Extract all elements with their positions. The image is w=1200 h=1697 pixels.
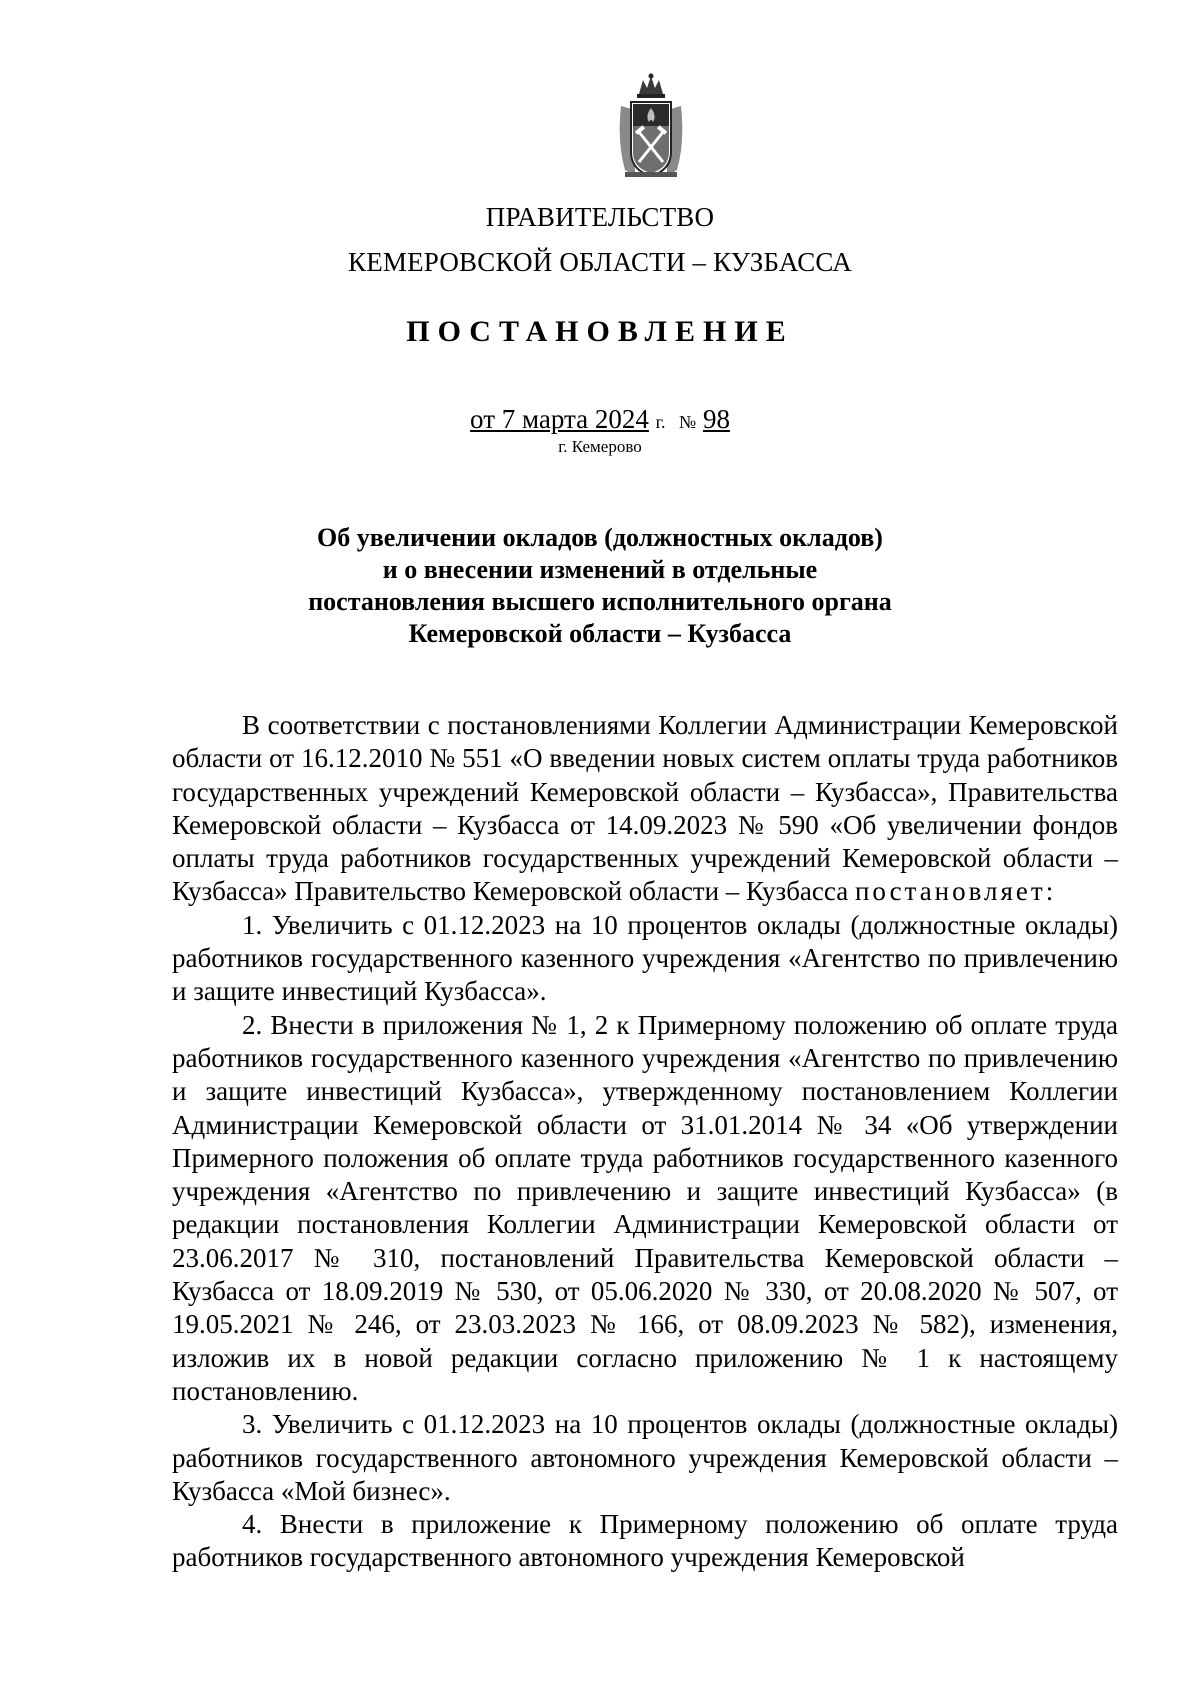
document-body [172, 709, 1118, 1575]
date-prefix: от [470, 404, 495, 434]
item-3-paragraph: 3. Увеличить с 01.12.2023 на 10 процентов оклады (должностные оклады) работников государственного автономного учреждения Кемеровской области – Кузбасса «Мой бизнес». [172, 1409, 1118, 1506]
document-date-number [0, 404, 1200, 435]
document-number: 98 [702, 404, 730, 434]
preamble-text: В соответствии с постановлениями Коллегии Администрации Кемеровской области от 16.12.2010 № 551 «О введении новых систем оплаты труда работников государственных учреждений Кемеровской области – Кузбасса», Правительства Кемеровской области – Кузбасса от 14.09.2023 № 590 «Об увеличении фондов оплаты труда работников государственных учреждений Кемеровской области – Кузбасса» Правительство Кемеровской области – Кузбасса [172, 710, 1118, 907]
year-suffix: г. [655, 412, 666, 432]
preamble-verb: постановляет: [854, 876, 1057, 907]
document-city: г. Кемерово [558, 437, 642, 456]
preamble-paragraph [172, 709, 1118, 909]
kuzbass-coat-of-arms-icon [615, 72, 687, 180]
document-type-heading: ПОСТАНОВЛЕНИЕ [406, 315, 794, 348]
item-2-paragraph: 2. Внести в приложения № 1, 2 к Примерному положению об оплате труда работников государственного казенного учреждения «Агентство по привлечению и защите инвестиций Кузбасса», утвержденному постановлением Коллегии Администрации Кемеровской области от 31.01.2014 № 34 «Об утверждении Примерного положения об оплате труда работников государственного казенного учреждения «Агентство по привлечению и защите инвестиций Кузбасса» (в редакции постановления Коллегии Администрации Кемеровской области от 23.06.2017 № 310, постановлений Правительства Кемеровской области – Кузбасса от 18.09.2019 № 530, от 05.06.2020 № 330, от 20.08.2020 № 507, от 19.05.2021 № 246, от 23.03.2023 № 166, от 08.09.2023 № 582), изменения, изложив их в новой редакции согласно приложению № 1 к настоящему постановлению. [172, 1009, 1118, 1406]
title-line: Об увеличении окладов (должностных окладов) [317, 523, 883, 552]
item-1-paragraph: 1. Увеличить с 01.12.2023 на 10 процентов оклады (должностные оклады) работников государственного казенного учреждения «Агентство по привлечению и защите инвестиций Кузбасса». [172, 909, 1118, 1007]
government-name-line-2: КЕМЕРОВСКОЙ ОБЛАСТИ – КУЗБАССА [348, 247, 852, 277]
title-line: Кемеровской области – Кузбасса [408, 619, 792, 648]
number-sign: № [679, 412, 697, 432]
item-4-paragraph: 4. Внести в приложение к Примерному положению об оплате труда работников государственного автономного учреждения Кемеровской [172, 1509, 1118, 1573]
document-date: 7 марта 2024 [501, 404, 649, 434]
government-name-line-1: ПРАВИТЕЛЬСТВО [485, 202, 715, 232]
title-line: постановления высшего исполнительного органа [308, 587, 892, 616]
document-title [220, 522, 980, 650]
title-line: и о внесении изменений в отдельные [382, 555, 818, 584]
